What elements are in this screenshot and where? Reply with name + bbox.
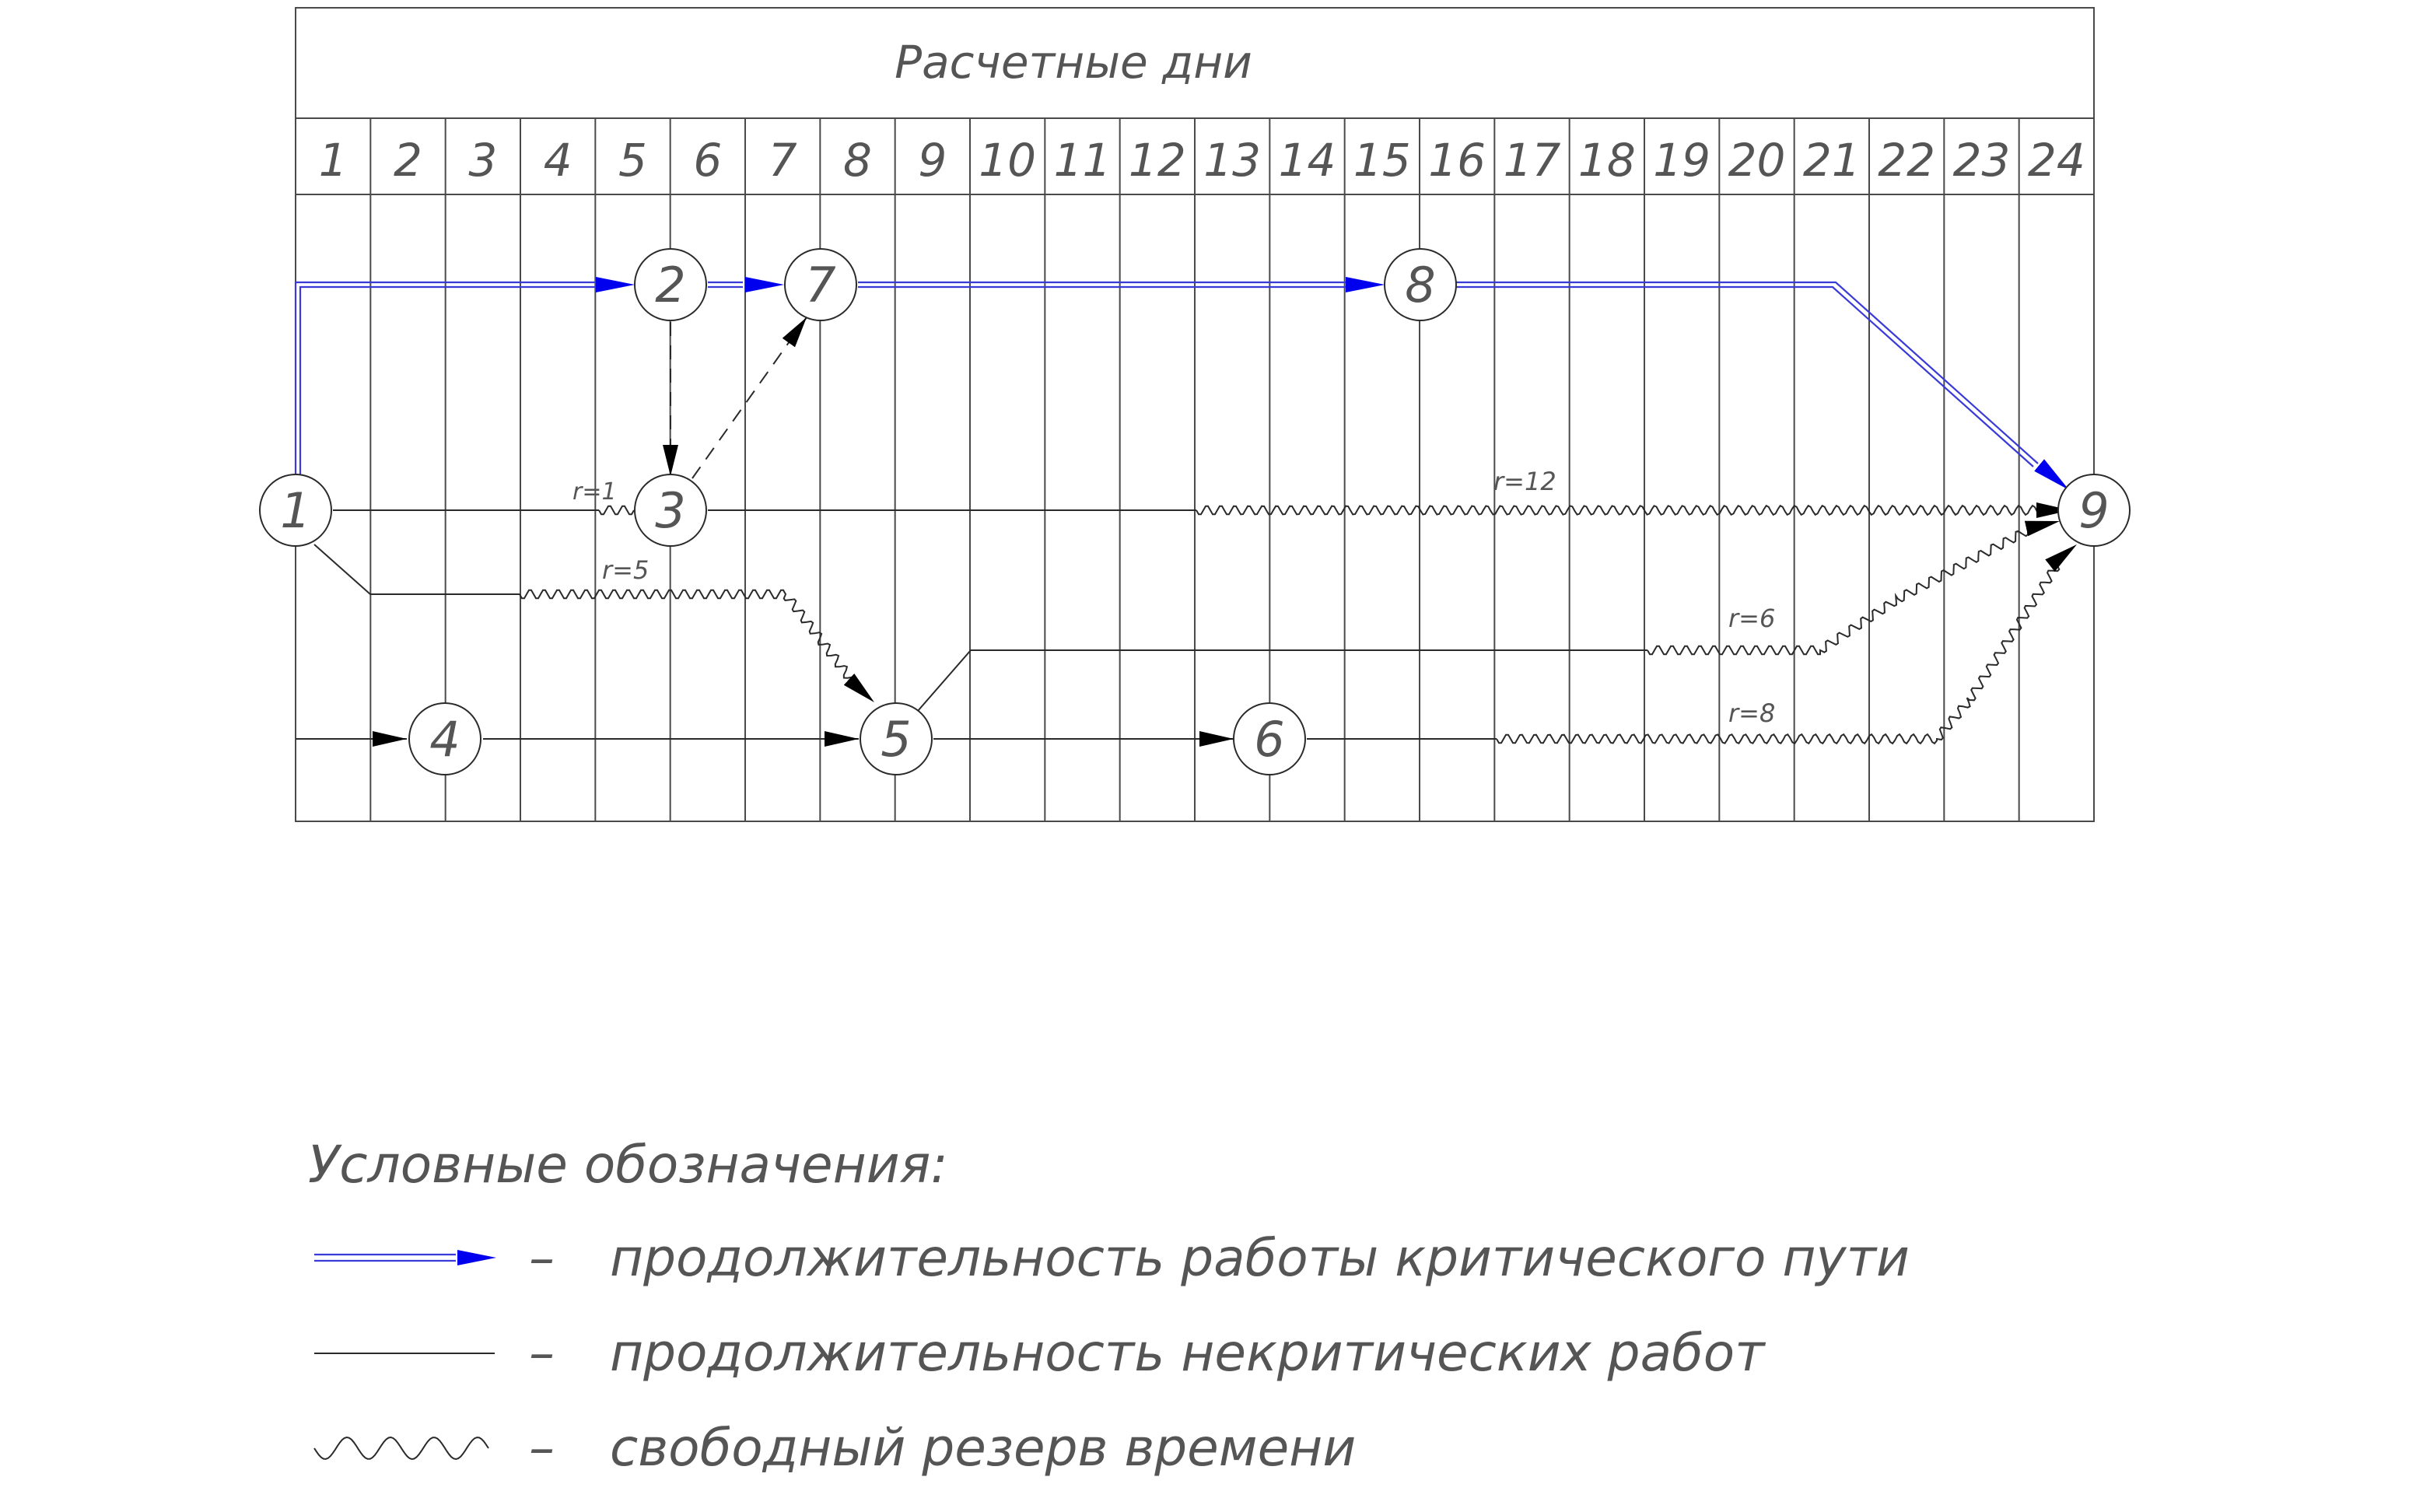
legend-wavy-symbol [314, 1437, 488, 1459]
day-label: 1 [318, 134, 348, 187]
reserve-label-r1: r=1 [572, 478, 617, 506]
event-node-label: 3 [655, 482, 686, 539]
event-node-label: 4 [429, 711, 460, 768]
event-node [635, 249, 706, 320]
reserve-edge-5-9 [1647, 525, 2039, 655]
event-node [785, 249, 856, 320]
legend-item-critical [314, 1228, 1910, 1288]
day-label: 18 [1577, 134, 1636, 187]
legend-item-plain [314, 1323, 1766, 1383]
reserve-label-r5: r=5 [602, 555, 650, 585]
reserve-edge-6-9 [1497, 561, 2059, 744]
day-label: 10 [979, 134, 1037, 187]
day-label: 8 [843, 134, 872, 187]
reserve-edge-1-5 [520, 590, 856, 678]
day-label: 23 [1952, 134, 2011, 187]
day-label: 11 [1053, 134, 1112, 187]
header-title: Расчетные дни [895, 36, 1252, 89]
day-label: 14 [1278, 134, 1336, 187]
event-node [860, 703, 932, 775]
legend-wavy-text: свободный резерв времени [610, 1418, 1357, 1478]
critical-edge-7-8 [858, 282, 1385, 287]
dummy-edge-3-7 [692, 317, 807, 478]
event-node-label: 8 [1405, 257, 1436, 313]
legend-wavy-dash: – [529, 1418, 555, 1478]
day-grid [296, 8, 2094, 821]
day-label: 17 [1503, 134, 1561, 187]
day-label: 20 [1728, 134, 1786, 187]
day-label: 7 [768, 134, 797, 187]
legend [308, 1135, 1910, 1478]
day-label: 24 [2027, 134, 2085, 187]
network-edges [296, 282, 2077, 744]
day-label: 12 [1128, 134, 1186, 187]
day-label: 3 [468, 134, 498, 187]
day-label: 19 [1653, 134, 1711, 187]
event-node-label: 9 [2078, 482, 2110, 539]
day-label: 2 [394, 134, 422, 187]
event-node-label: 7 [805, 257, 836, 313]
event-node [1234, 703, 1305, 775]
day-label: 13 [1203, 134, 1262, 187]
day-number-row [319, 134, 2085, 187]
edge-5-9 [918, 650, 1647, 711]
reserve-label-r12: r=12 [1493, 467, 1556, 496]
legend-critical-text: продолжительность работы критического пути [610, 1228, 1910, 1288]
event-node [635, 474, 706, 546]
legend-plain-dash: – [529, 1323, 555, 1383]
event-node-label: 6 [1254, 711, 1285, 768]
legend-title: Условные обозначения: [308, 1135, 948, 1195]
reserve-edge-1-3 [599, 506, 634, 514]
day-label: 5 [618, 134, 647, 187]
edge-1-5 [314, 544, 520, 594]
critical-edge-1-2 [296, 282, 635, 510]
event-node [1385, 249, 1456, 320]
legend-critical-symbol [314, 1255, 496, 1261]
reserve-label-r8: r=8 [1728, 698, 1776, 728]
day-label: 15 [1353, 134, 1411, 187]
critical-edge-8-9 [1456, 282, 2069, 490]
reserve-label-r6: r=6 [1728, 604, 1776, 633]
event-node [409, 703, 481, 775]
event-node [2058, 474, 2130, 546]
day-label: 22 [1878, 134, 1936, 187]
day-label: 9 [918, 134, 947, 187]
event-node [260, 474, 331, 546]
day-label: 4 [543, 134, 572, 187]
day-label: 6 [693, 134, 723, 187]
day-label: 21 [1802, 134, 1861, 187]
event-node-label: 1 [280, 482, 311, 539]
legend-critical-dash: – [529, 1228, 555, 1288]
event-node-label: 5 [881, 711, 912, 768]
legend-item-wavy [314, 1418, 1356, 1478]
event-node-label: 2 [655, 257, 686, 313]
day-label: 16 [1428, 134, 1486, 187]
reserve-edge-3-9 [1196, 506, 2042, 515]
legend-plain-text: продолжительность некритических работ [610, 1323, 1765, 1383]
